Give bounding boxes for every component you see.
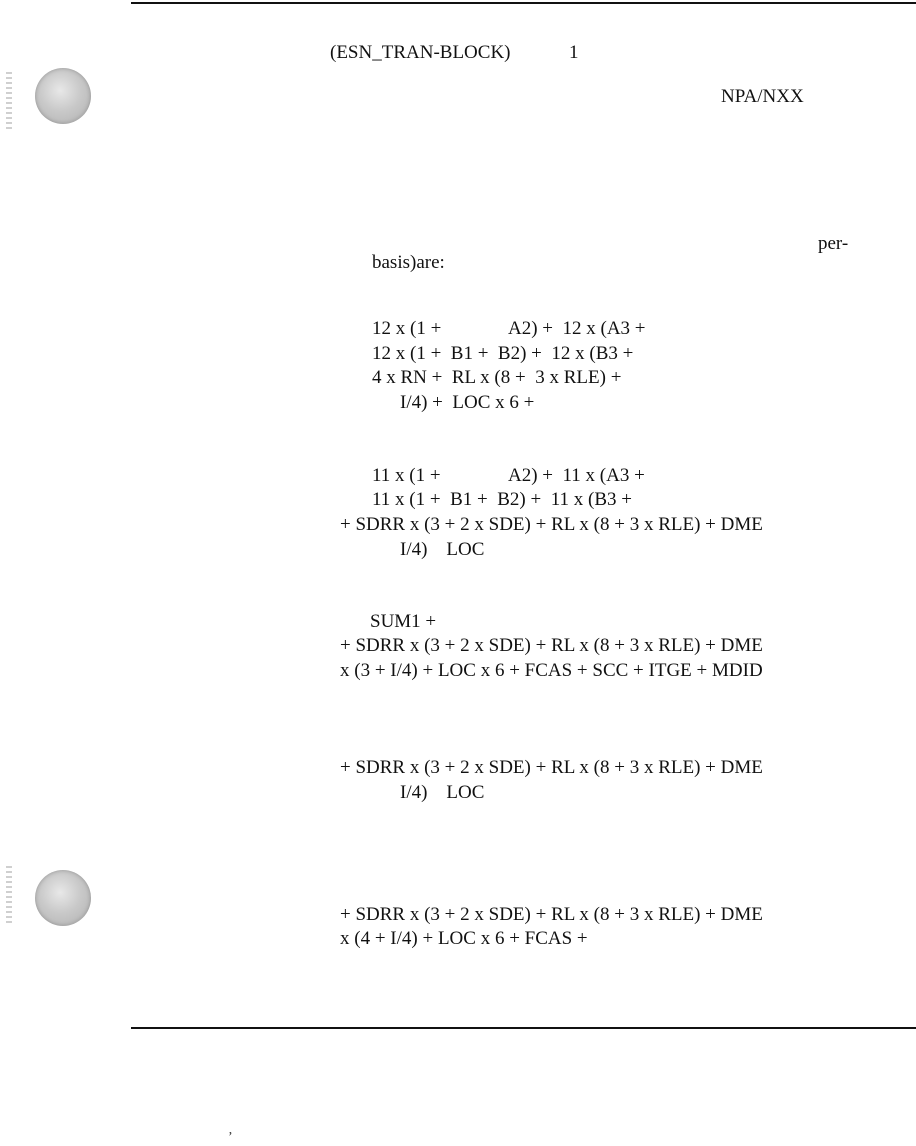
npa-nxx-label: NPA/NXX bbox=[721, 86, 804, 107]
bottom-rule bbox=[131, 1027, 916, 1029]
formula-line: 12 x (1 + B1 + B2) + 12 x (B3 + bbox=[372, 343, 634, 364]
block-number: 1 bbox=[569, 42, 579, 63]
top-rule bbox=[131, 2, 916, 4]
formula-line: I/4) + LOC x 6 + bbox=[400, 392, 535, 413]
scan-speckle-bottom bbox=[6, 866, 12, 924]
formula-line: 12 x (1 + bbox=[372, 318, 442, 339]
formula-line: + SDRR x (3 + 2 x SDE) + RL x (8 + 3 x RLE) + DME bbox=[340, 635, 763, 656]
formula-line: + SDRR x (3 + 2 x SDE) + RL x (8 + 3 x RLE) + DME bbox=[340, 757, 763, 778]
binder-hole-bottom bbox=[35, 870, 91, 926]
formula-line: x (4 + I/4) + LOC x 6 + FCAS + bbox=[340, 928, 588, 949]
formula-line: I/4) LOC bbox=[400, 539, 485, 560]
formula-line: x (3 + I/4) + LOC x 6 + FCAS + SCC + ITGE + MDID bbox=[340, 660, 763, 681]
formula-line: + SDRR x (3 + 2 x SDE) + RL x (8 + 3 x RLE) + DME bbox=[340, 514, 763, 535]
basis-fragment: basis)are: bbox=[372, 252, 445, 273]
formula-line: 11 x (1 + bbox=[372, 465, 441, 486]
binder-hole-top bbox=[35, 68, 91, 124]
formula-line: A2) + 12 x (A3 + bbox=[508, 318, 646, 339]
per-fragment: per- bbox=[818, 233, 849, 254]
formula-line: A2) + 11 x (A3 + bbox=[508, 465, 645, 486]
stray-mark: ʼ bbox=[228, 1130, 233, 1145]
formula-line: I/4) LOC bbox=[400, 782, 485, 803]
formula-line: 11 x (1 + B1 + B2) + 11 x (B3 + bbox=[372, 489, 632, 510]
formula-line: 4 x RN + RL x (8 + 3 x RLE) + bbox=[372, 367, 622, 388]
formula-line: + SDRR x (3 + 2 x SDE) + RL x (8 + 3 x RLE) + DME bbox=[340, 904, 763, 925]
scan-speckle-top bbox=[6, 72, 12, 130]
block-name: (ESN_TRAN-BLOCK) bbox=[330, 42, 511, 63]
formula-line: SUM1 + bbox=[370, 611, 437, 632]
